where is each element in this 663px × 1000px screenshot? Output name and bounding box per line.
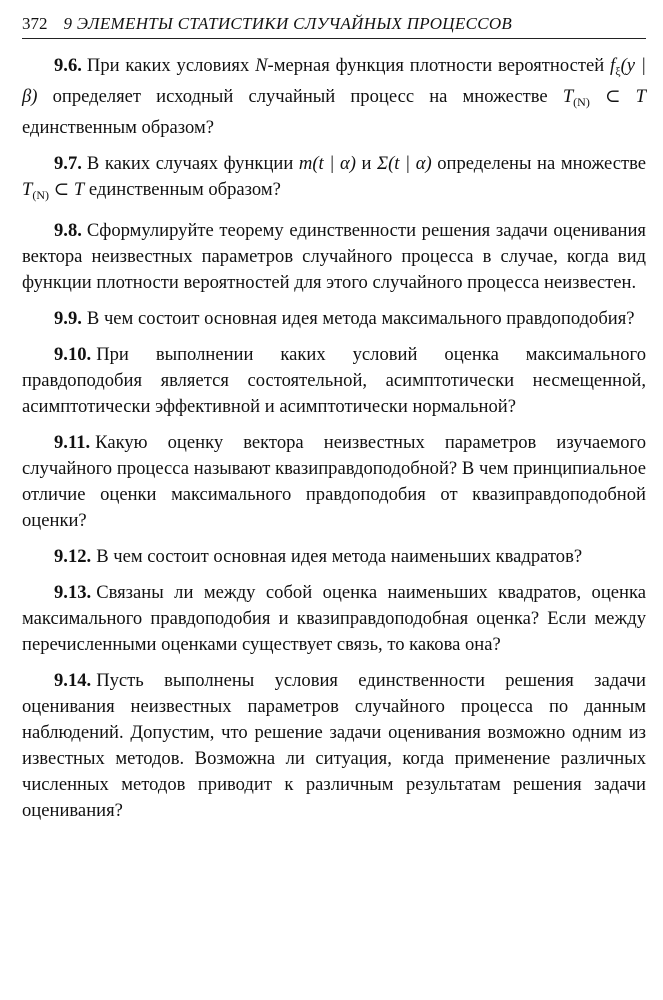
math-density: $f_\xi(y$ | β) (22, 55, 646, 107)
math-mean: m(t | α) (298, 153, 356, 174)
math-set: $T_{(N)}$ ⊂ T (562, 86, 647, 109)
math-n: N (255, 55, 268, 76)
question-text: определяет исходный случайный процесс на множестве (37, 86, 563, 107)
running-head (22, 14, 646, 39)
question-text: определены на множестве (431, 153, 647, 174)
question-number: 9.8. (54, 220, 82, 241)
question-number: 9.10. (54, 344, 92, 365)
question-9-10 (22, 342, 646, 420)
question-number: 9.13. (54, 582, 92, 603)
question-9-8 (22, 218, 646, 296)
question-text: В чем состоит основная идея метода максимального правдоподобия? (86, 308, 635, 329)
question-9-6 (22, 53, 646, 141)
question-number: 9.12. (54, 546, 92, 567)
math-covariance: Σ(t | α) (377, 153, 432, 174)
question-text: Пусть выполнены условия единственности решения задачи оценивания неизвестных параметров случайного процесса по данным наблюдений. Допустим, что решение задачи оценивания возможно одним из известных методов. Возможна ли ситуация, когда применение различных численных методов приводит к различным результатам решения задачи оценивания? (22, 670, 646, 821)
question-9-13 (22, 580, 646, 658)
question-9-7 (22, 151, 646, 208)
page (22, 14, 646, 834)
question-number: 9.6. (54, 55, 82, 76)
question-text: и (355, 153, 378, 174)
question-text: единственным образом? (22, 117, 214, 138)
question-text: единственным образом? (84, 179, 281, 200)
question-number: 9.11. (54, 432, 91, 453)
question-9-14 (22, 668, 646, 824)
question-number: 9.9. (54, 308, 82, 329)
question-text: Какую оценку вектора неизвестных параметров изучаемого случайного процесса называют квазиправдоподобной? В чем принципиальное отличие оценки максимального правдоподобия от квазиправдоподобной оценки? (22, 432, 646, 531)
chapter-title: 9 ЭЛЕМЕНТЫ СТАТИСТИКИ СЛУЧАЙНЫХ ПРОЦЕССОВ (63, 14, 513, 33)
question-number: 9.14. (54, 670, 92, 691)
question-list (22, 53, 646, 824)
question-text: В каких случаях функции (86, 153, 299, 174)
question-text: В чем состоит основная идея метода наименьших квадратов? (96, 546, 583, 567)
math-set: $T_{(N)}$ ⊂ T (22, 179, 85, 202)
question-text: Сформулируйте теорему единственности решения задачи оценивания вектора неизвестных параметров случайного процесса в случае, когда вид функции плотности вероятностей для этого случайного процесса неизвестен. (22, 220, 646, 293)
question-9-11 (22, 430, 646, 534)
question-number: 9.7. (54, 153, 82, 174)
question-text: При выполнении каких условий оценка максимального правдоподобия является состоятельной, асимптотически несмещенной, асимптотически эффективной и асимптотически нормальной? (22, 344, 646, 417)
question-text: При каких условиях (86, 55, 256, 76)
question-9-9 (22, 306, 646, 332)
question-9-12 (22, 544, 646, 570)
page-number: 372 (22, 14, 48, 33)
question-text: Связаны ли между собой оценка наименьших квадратов, оценка максимального правдоподобия и квазиправдоподобная оценка? Если между перечисленными оценками существует связь, то какова она? (22, 582, 646, 655)
question-text: -мерная функция плотности вероятностей (267, 55, 611, 76)
